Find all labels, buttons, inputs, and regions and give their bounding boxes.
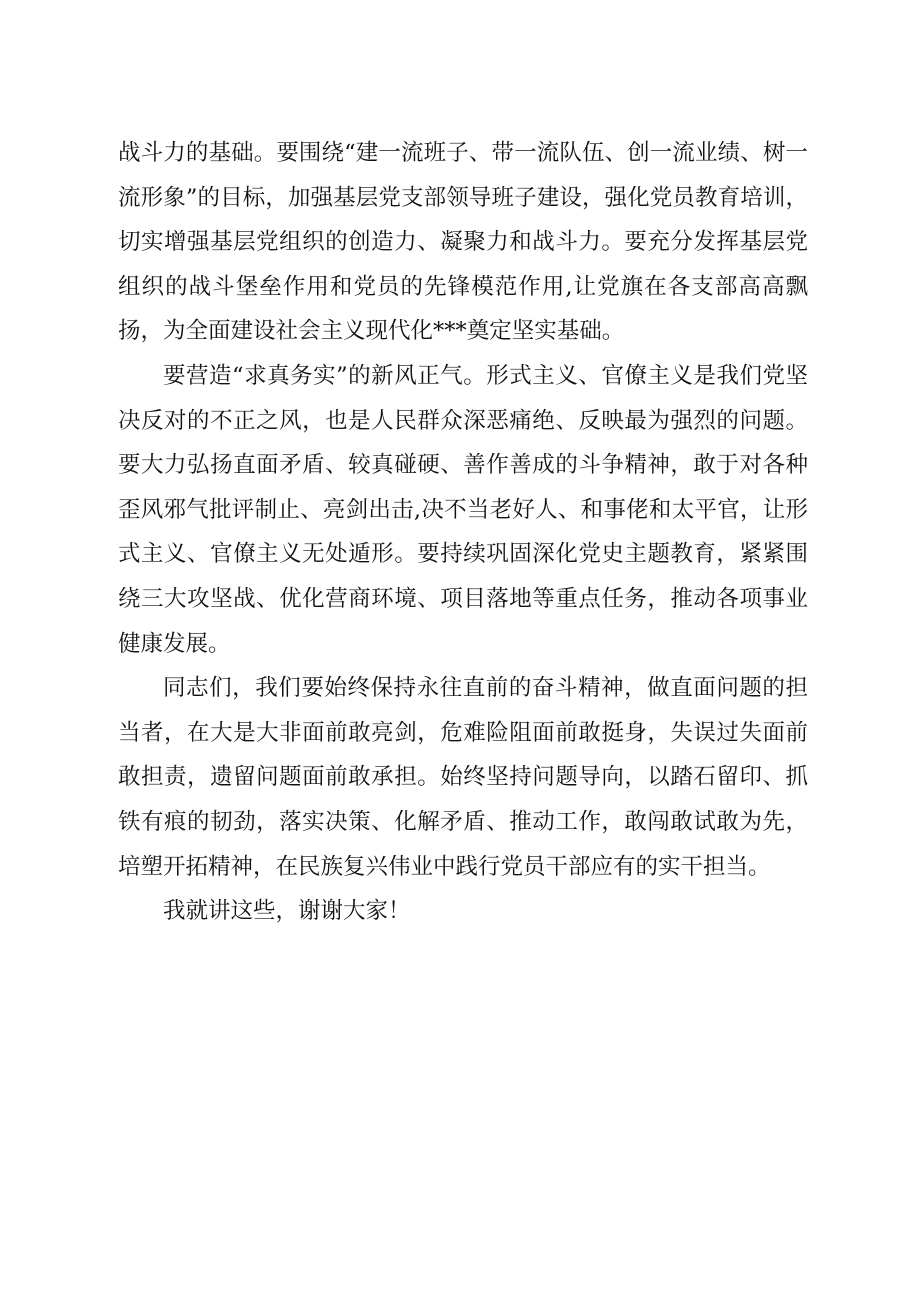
paragraph-new-style: 要营造“求真务实”的新风正气。形式主义、官僚主义是我们党坚决反对的不正之风，也是人民群众深恶痛绝、反映最为强烈的问题。要大力弘扬直面矛盾、较真碰硬、善作善成的斗争精神，敢于对各种歪风邪气批评制止、亮剑出击,决不当老好人、和事佬和太平官，让形式主义、官僚主义无处遁形。要持续巩固深化党史主题教育，紧紧围绕三大攻坚战、优化营商环境、项目落地等重点任务，推动各项事业健康发展。 [118,362,808,657]
paragraph-closing: 我就讲这些，谢谢大家！ [163,898,411,925]
paragraph-continuation: 战斗力的基础。要围绕“建一流班子、带一流队伍、创一流业绩、树一流形象”的目标，加强基层党支部领导班子建设，强化党员教育培训，切实增强基层党组织的创造力、凝聚力和战斗力。要充分发挥基层党组织的战斗堡垒作用和党员的先锋模范作用,让党旗在各支部高高飘扬，为全面建设社会主义现代化***奠定坚实基础。 [118,140,808,345]
document-body [118,131,808,934]
paragraph-comrades: 同志们，我们要始终保持永往直前的奋斗精神，做直面问题的担当者，在大是大非面前敢亮剑，危难险阻面前敢挺身，失误过失面前敢担责，遗留问题面前敢承担。始终坚持问题导向，以踏石留印、抓铁有痕的韧劲，落实决策、化解矛盾、推动工作，敢闯敢试敢为先，培塑开拓精神，在民族复兴伟业中践行党员干部应有的实干担当。 [118,675,808,880]
